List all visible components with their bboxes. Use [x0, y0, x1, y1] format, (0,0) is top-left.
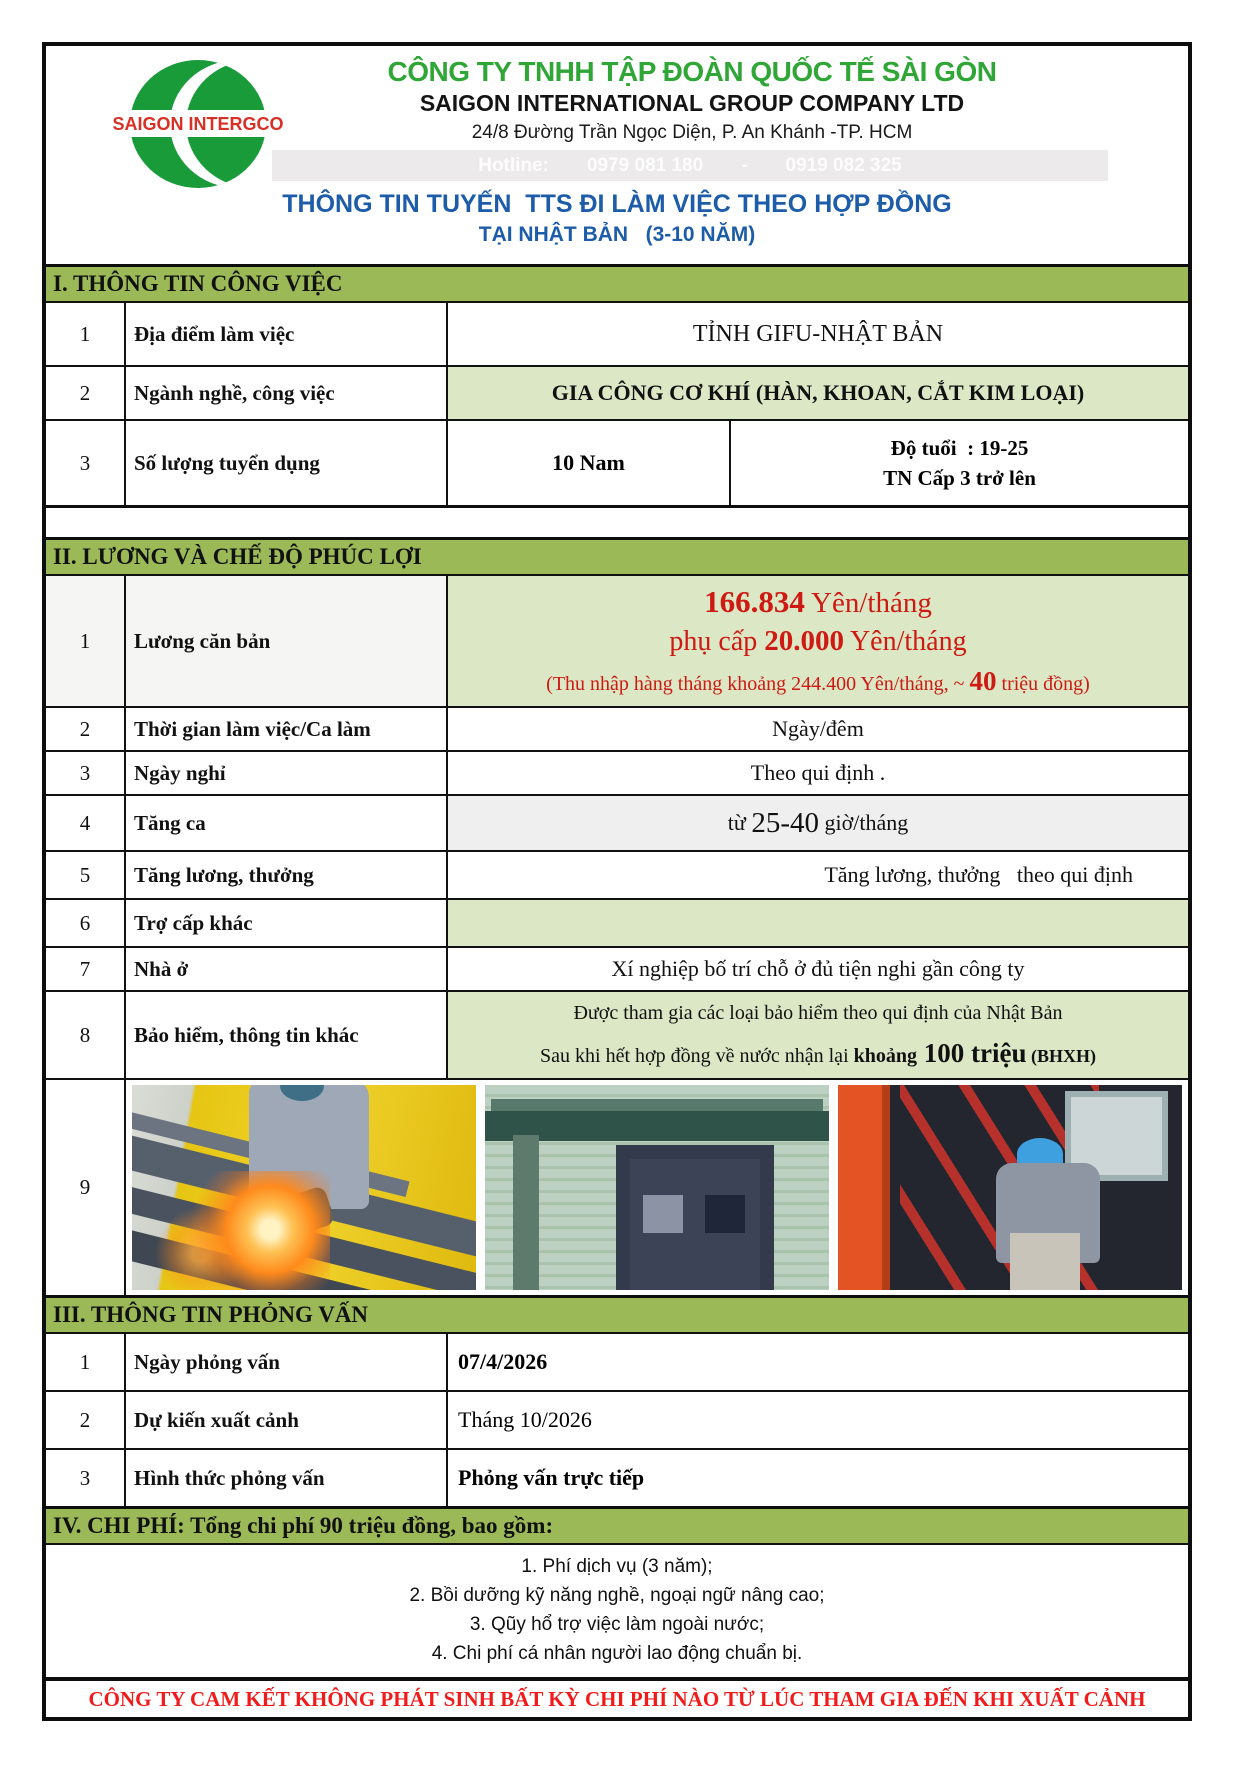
section4-header: IV. CHI PHÍ: Tổng chi phí 90 triệu đồng, bao gồm: [46, 1506, 1188, 1543]
row-number: 8 [79, 1022, 91, 1047]
row-number: 9 [79, 1175, 91, 1199]
row-number: 2 [79, 1407, 91, 1432]
document-header [46, 46, 1188, 264]
table-row [46, 301, 1188, 365]
row-value [446, 900, 1188, 946]
base-salary-line: 166.834 Yên/tháng [704, 583, 932, 619]
table-row-insurance [46, 990, 1188, 1078]
photo-worker-grinding-metal-sparks [132, 1085, 476, 1290]
row-label: Tăng lương, thưởng [124, 852, 446, 898]
row-number: 1 [46, 576, 124, 706]
departure-date-value: Tháng 10/2026 [446, 1392, 1188, 1448]
row-number: 4 [79, 810, 91, 835]
row-value: Tăng lương, thưởng theo qui định [446, 852, 1188, 898]
row-label: Ngày nghỉ [124, 752, 446, 794]
row-value: Xí nghiệp bố trí chỗ ở đủ tiện nghi gần công ty [446, 948, 1188, 990]
company-logo [98, 58, 298, 190]
row-value: GIA CÔNG CƠ KHÍ (HÀN, KHOAN, CẮT KIM LOẠI) [446, 367, 1188, 419]
photos-strip [124, 1080, 1188, 1295]
row-value-requirements [729, 421, 1188, 505]
company-name-english: SAIGON INTERNATIONAL GROUP COMPANY LTD [419, 90, 965, 116]
row-number: 2 [79, 716, 91, 741]
table-row [46, 898, 1188, 946]
row-label: Ngành nghề, công việc [124, 367, 446, 419]
table-row-photos [46, 1078, 1188, 1295]
section1-header: I. THÔNG TIN CÔNG VIỆC [46, 264, 1188, 301]
table-row [46, 419, 1188, 505]
row-label: Ngày phỏng vấn [124, 1334, 446, 1390]
hotline-label: Hotline: [478, 154, 549, 176]
table-row [46, 365, 1188, 419]
insurance-line2: Sau khi hết hợp đồng về nước nhận lại khoảng 100 triệu (BHXH) [540, 1038, 1096, 1069]
hotline-bar [272, 150, 1108, 181]
row-number: 7 [79, 956, 91, 981]
row-number: 2 [79, 380, 91, 405]
cost-item: 2. Bồi dưỡng kỹ năng nghề, ngoại ngữ nâng cao; [409, 1585, 825, 1606]
table-row [46, 946, 1188, 990]
company-address: 24/8 Đường Trần Ngọc Diện, P. An Khánh -TP. HCM [471, 122, 913, 143]
row-number: 1 [79, 321, 91, 346]
hotline-phone-2: 0919 082 325 [785, 154, 902, 176]
monthly-income-note: (Thu nhập hàng tháng khoảng 244.400 Yên/tháng, ~ 40 triệu đồng) [546, 665, 1090, 696]
row-value: từ 25-40 giờ/tháng [446, 796, 1188, 850]
insurance-line1: Được tham gia các loại bảo hiểm theo qui định của Nhật Bản [573, 1002, 1063, 1025]
section3-header: III. THÔNG TIN PHỎNG VẤN [46, 1295, 1188, 1332]
allowance-line: phụ cấp 20.000 Yên/tháng [669, 624, 967, 657]
hotline-phone-1: 0979 081 180 [586, 154, 704, 176]
row-number: 3 [79, 760, 91, 785]
table-row [46, 1332, 1188, 1390]
salary-value [446, 576, 1188, 706]
interview-format-value: Phỏng vấn trực tiếp [446, 1450, 1188, 1506]
row-label: Nhà ở [124, 948, 446, 990]
insurance-value [446, 992, 1188, 1078]
row-value: TỈNH GIFU-NHẬT BẢN [446, 303, 1188, 365]
photo-factory-worker-steel-frame [485, 1085, 829, 1290]
cost-item: 3. Qũy hổ trợ việc làm ngoài nước; [469, 1614, 765, 1635]
commitment-banner: CÔNG TY CAM KẾT KHÔNG PHÁT SINH BẤT KỲ CHI PHÍ NÀO TỪ LÚC THAM GIA ĐẾN KHI XUẤT CẢNH [46, 1677, 1188, 1717]
company-name-vietnamese: CÔNG TY TNHH TẬP ĐOÀN QUỐC TẾ SÀI GÒN [387, 56, 997, 87]
table-row-salary [46, 574, 1188, 706]
row-number: 3 [79, 450, 91, 475]
table-row [46, 750, 1188, 794]
cost-item: 1. Phí dịch vụ (3 năm); [521, 1556, 713, 1577]
table-row [46, 706, 1188, 750]
row-label: Hình thức phỏng vấn [124, 1450, 446, 1506]
row-label: Bảo hiểm, thông tin khác [124, 992, 446, 1078]
photo-worker-at-cnc-machine [838, 1085, 1182, 1290]
row-value-quantity: 10 Nam [446, 421, 729, 505]
logo-text: SAIGON INTERGCO [112, 114, 284, 134]
row-number: 6 [79, 910, 91, 935]
section2-header: II. LƯƠNG VÀ CHẾ ĐỘ PHÚC LỢI [46, 537, 1188, 574]
row-label: Trợ cấp khác [124, 900, 446, 946]
table-row [46, 850, 1188, 898]
interview-date-value: 07/4/2026 [446, 1334, 1188, 1390]
row-number: 1 [79, 1349, 91, 1374]
table-row [46, 1448, 1188, 1506]
row-number: 3 [79, 1465, 91, 1490]
table-row [46, 1390, 1188, 1448]
row-label: Thời gian làm việc/Ca làm [124, 708, 446, 750]
row-value: Theo qui định . [446, 752, 1188, 794]
flyer-title-line2: TẠI NHẬT BẢN (3-10 NĂM) [478, 223, 756, 246]
table-row [46, 794, 1188, 850]
section-divider [46, 505, 1188, 537]
flyer-title-line1: THÔNG TIN TUYẾN TTS ĐI LÀM VIỆC THEO HỢP ĐỒNG [282, 190, 952, 218]
row-value: Ngày/đêm [446, 708, 1188, 750]
document-frame [42, 42, 1192, 1721]
row-label: Địa điểm làm việc [124, 303, 446, 365]
row-label: Tăng ca [124, 796, 446, 850]
age-requirement: Độ tuổi : 19-25 [890, 435, 1029, 460]
hotline-separator: - [741, 154, 748, 176]
cost-items-list [46, 1543, 1188, 1677]
row-label: Lương căn bản [124, 576, 446, 706]
row-number: 5 [79, 862, 91, 887]
row-label: Dự kiến xuất cảnh [124, 1392, 446, 1448]
cost-item: 4. Chi phí cá nhân người lao động chuẩn bị. [431, 1643, 803, 1664]
education-requirement: TN Cấp 3 trở lên [883, 466, 1036, 490]
row-label: Số lượng tuyển dụng [124, 421, 446, 505]
